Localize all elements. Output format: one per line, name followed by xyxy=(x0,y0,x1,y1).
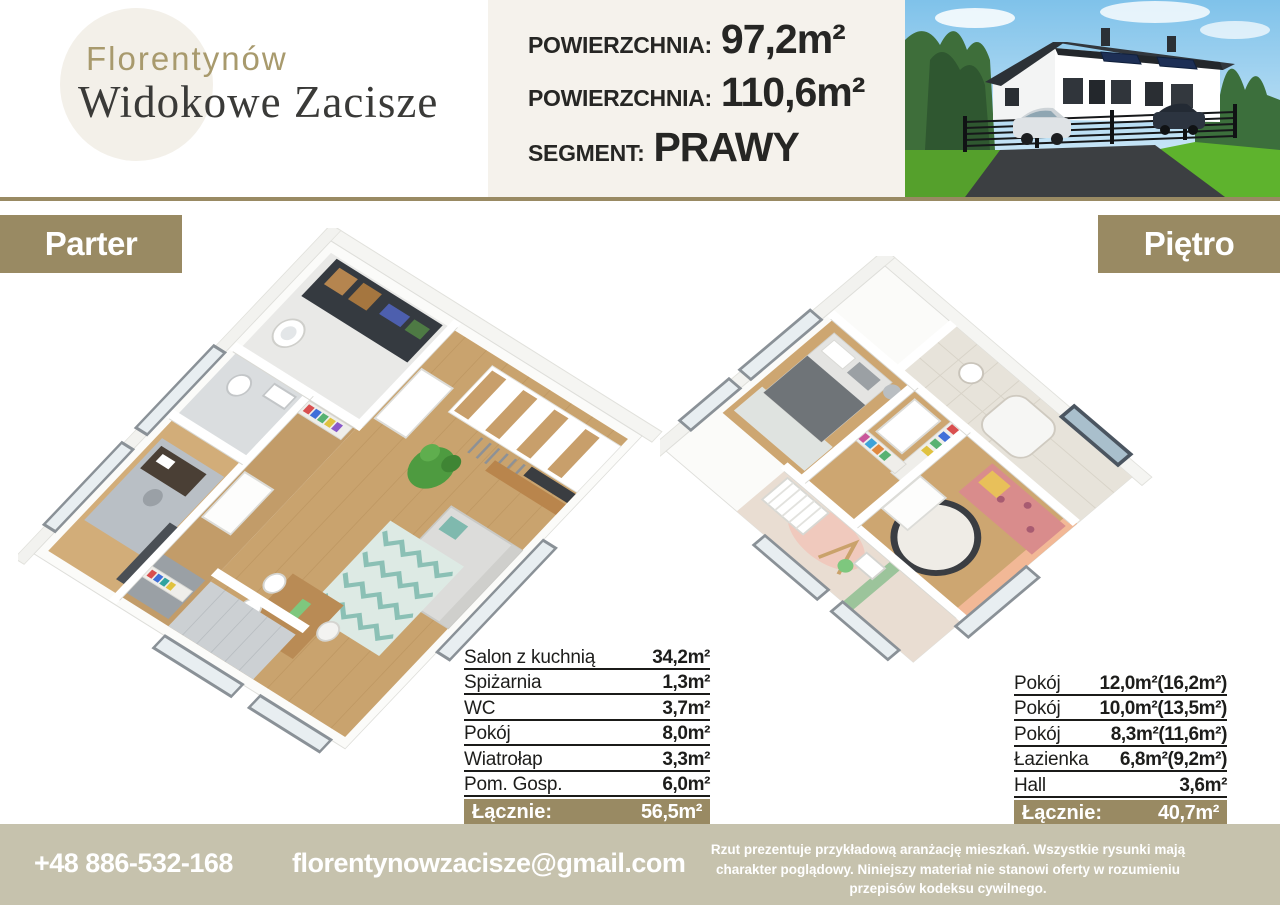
table-row xyxy=(1014,696,1227,722)
pietro-floorplan-image xyxy=(660,256,1265,711)
room-area: 3,3m² xyxy=(662,748,710,770)
spec-value: 110,6m² xyxy=(720,69,865,115)
total-area: 40,7m² xyxy=(1158,801,1219,824)
logo-panel xyxy=(0,0,488,197)
room-area: 10,0m²(13,5m²) xyxy=(1099,698,1227,719)
room-area: 8,0m² xyxy=(662,723,710,744)
room-area: 3,7m² xyxy=(662,697,710,719)
spec-value: 97,2m² xyxy=(720,16,845,62)
room-name: Pom. Gosp. xyxy=(464,774,563,795)
table-row xyxy=(464,670,710,696)
contact-bar xyxy=(0,824,1280,905)
room-area: 1,3m² xyxy=(662,672,710,693)
table-row xyxy=(1014,670,1227,696)
logo-subtitle: Widokowe Zacisze xyxy=(78,77,439,127)
email-address: florentynowzacisze@gmail.com xyxy=(292,848,686,878)
table-row xyxy=(464,746,710,772)
pietro-room-table xyxy=(1014,670,1227,827)
room-name: Pokój xyxy=(1014,698,1061,719)
specs-panel xyxy=(488,0,905,197)
spec-segment xyxy=(528,124,799,171)
logo xyxy=(78,40,438,128)
table-row xyxy=(1014,772,1227,798)
room-name: Hall xyxy=(1014,774,1046,796)
total-label: Łącznie: xyxy=(1022,801,1103,824)
table-row xyxy=(1014,747,1227,773)
parter-label-text: Parter xyxy=(44,225,138,262)
spec-label: SEGMENT: xyxy=(528,140,645,166)
spec-area-2 xyxy=(528,69,864,116)
spec-value: PRAWY xyxy=(653,124,799,170)
spec-label: POWIERZCHNIA: xyxy=(528,32,712,58)
room-name: Pokój xyxy=(464,723,511,744)
room-area: 12,0m²(16,2m²) xyxy=(1099,672,1227,694)
table-row xyxy=(1014,721,1227,747)
room-area: 6,8m²(9,2m²) xyxy=(1119,749,1227,770)
spec-label: POWIERZCHNIA: xyxy=(528,85,712,111)
room-name: Spiżarnia xyxy=(464,672,542,693)
spec-area-1 xyxy=(528,16,845,63)
room-area: 8,3m²(11,6m²) xyxy=(1110,723,1227,745)
logo-title: Florentynów xyxy=(86,40,288,77)
room-name: WC xyxy=(464,697,496,719)
room-name: Pokój xyxy=(1014,723,1061,745)
room-area: 34,2m² xyxy=(652,646,710,668)
parter-room-table xyxy=(464,644,710,826)
legal-disclaimer: Rzut prezentuje przykładową aranżację mieszkań. Wszystkie rysunki mają charakter poglądowy. Niniejszy materiał nie stanowi oferty w rozumieniu przepisów kodeksu cywilnego. xyxy=(710,842,1186,897)
total-label: Łącznie: xyxy=(472,801,553,823)
table-row xyxy=(464,721,710,747)
room-area: 6,0m² xyxy=(662,774,710,795)
room-name: Łazienka xyxy=(1014,749,1089,770)
pietro-label-text: Piętro xyxy=(1143,225,1235,262)
table-row xyxy=(464,695,710,721)
room-area: 3,6m² xyxy=(1179,774,1227,796)
room-name: Pokój xyxy=(1014,672,1061,694)
pietro-total-row xyxy=(1014,800,1227,827)
total-area: 56,5m² xyxy=(641,801,702,823)
table-row xyxy=(464,644,710,670)
table-row xyxy=(464,772,710,798)
phone-number: +48 886-532-168 xyxy=(34,848,233,878)
room-name: Salon z kuchnią xyxy=(464,646,596,668)
parter-total-row xyxy=(464,799,710,826)
gold-divider xyxy=(0,197,1280,201)
room-name: Wiatrołap xyxy=(464,748,543,770)
house-photo xyxy=(905,0,1280,197)
